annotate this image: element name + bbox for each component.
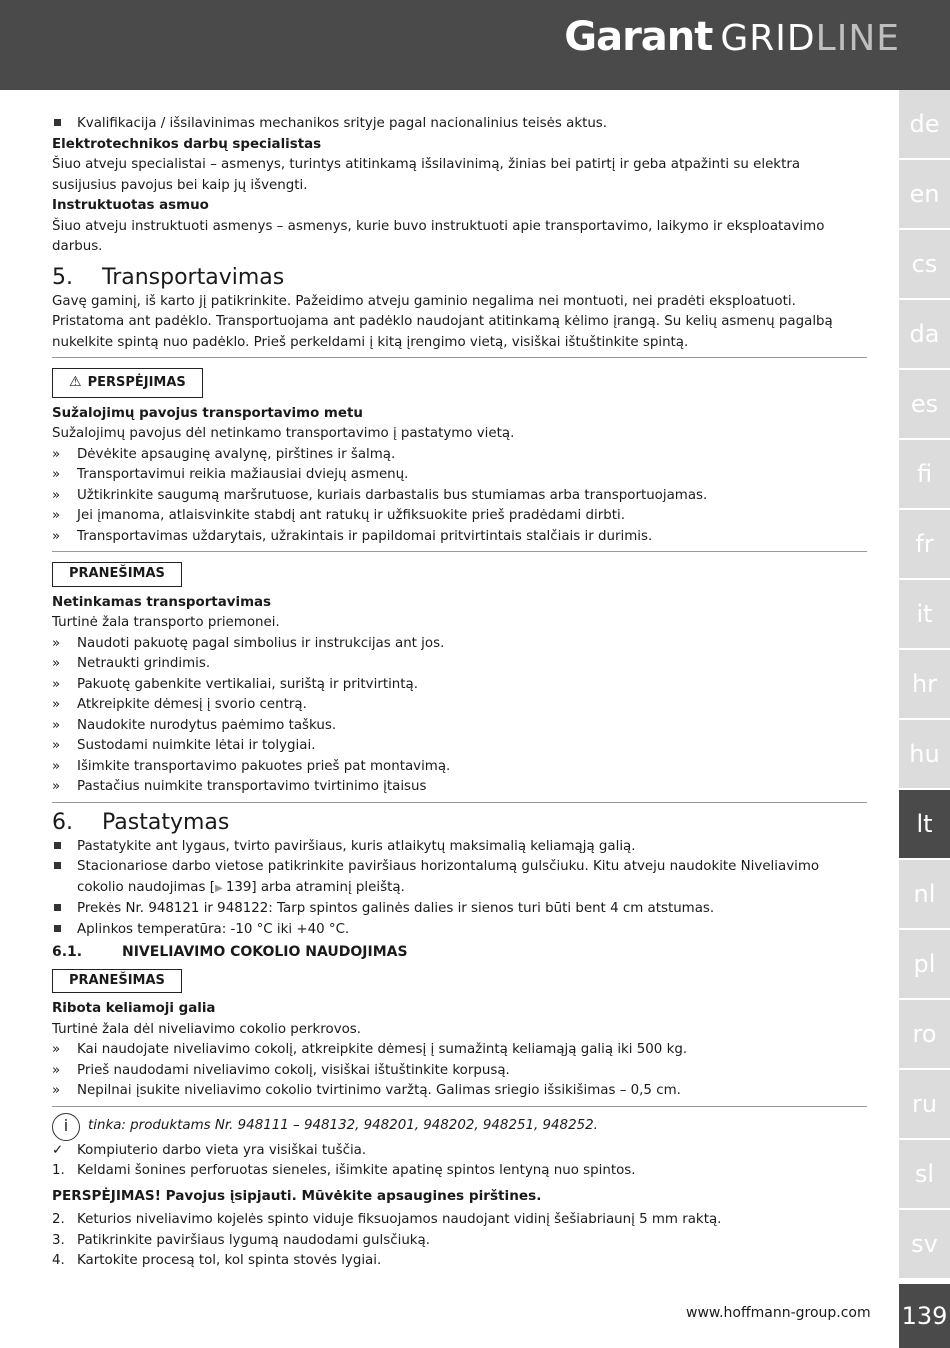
list-item: Prekės Nr. 948121 ir 948122: Tarp spintos galinės dalies ir sienos turi būti bent 4 cm atstumas. [52, 899, 867, 920]
notice-label: PRANEŠIMAS [52, 562, 182, 587]
list-item: » Kai naudojate niveliavimo cokolį, atkreipkite dėmesį į sumažintą keliamąją galią iki 500 kg. [52, 1042, 688, 1057]
page-ref-arrow-icon: ▶ [214, 882, 226, 894]
precondition-item: ✓ Kompiuterio darbo vieta yra visiškai tuščia. [52, 1141, 867, 1162]
list-item: Aplinkos temperatūra: -10 °C iki +40 °C. [52, 920, 867, 941]
tab-fr[interactable]: fr [899, 510, 950, 580]
notice-title: Ribota keliamoji galia [52, 1001, 216, 1016]
tab-ru[interactable]: ru [899, 1070, 950, 1140]
list-item: » Pastačius nuimkite transportavimo tvirtinimo įtaisus [52, 779, 427, 794]
list-item: » Atkreipkite dėmesį į svorio centrą. [52, 697, 307, 712]
tab-es[interactable]: es [899, 370, 950, 440]
step-item: 4. Kartokite procesą tol, kol spinta stovės lygiai. [52, 1253, 382, 1268]
list-item: » Naudokite nurodytus paėmimo taškus. [52, 717, 337, 733]
tab-cs[interactable]: cs [899, 230, 950, 300]
list-item: » Transportavimui reikia mažiausiai dviejų asmenų. [52, 467, 409, 482]
tab-pl[interactable]: pl [899, 930, 950, 1000]
square-bullet-icon [52, 857, 77, 899]
list-item: » Nepilnai įsukite niveliavimo cokolio tvirtinimo varžtą. Galimas sriegio išsikišimas – 0,5 cm. [52, 1083, 681, 1098]
list-item: » Sustodami nuimkite lėtai ir tolygiai. [52, 738, 316, 753]
notice-text: Turtinė žala transporto priemonei. [52, 615, 280, 630]
language-tabs [899, 90, 950, 1280]
warning-label: ⚠ PERSPĖJIMAS [52, 368, 203, 398]
inline-warning: PERSPĖJIMAS! Pavojus įsipjauti. Mūvėkite apsaugines pirštines. [52, 1187, 542, 1204]
list-item: » Naudoti pakuotę pagal simbolius ir instrukcijas ant jos. [52, 635, 445, 651]
square-bullet-icon [52, 920, 77, 941]
definition-title: Instruktuotas asmuo [52, 198, 209, 213]
list-item: » Dėvėkite apsauginę avalynę, pirštines ir šalmą. [52, 446, 396, 462]
tab-fi[interactable]: fi [899, 440, 950, 510]
divider [52, 802, 867, 803]
tab-en[interactable]: en [899, 160, 950, 230]
warning-triangle-icon: ⚠ [69, 374, 82, 390]
step-item: 1. Keldami šonines perforuotas sieneles, išimkite apatinę spintos lentyną nuo spintos. [52, 1163, 636, 1178]
step-item: 3. Patikrinkite paviršiaus lygumą naudodami gulsčiuką. [52, 1232, 431, 1248]
warning-text: Sužalojimų pavojus dėl netinkamo transportavimo į pastatymo vietą. [52, 426, 515, 441]
step-item: 2. Keturios niveliavimo kojelės spinto viduje fiksuojamos naudojant vidinį šešiabriaunį 5 mm raktą. [52, 1212, 722, 1227]
brand-name: Garant [564, 14, 713, 60]
divider [52, 551, 867, 552]
page-reference-link[interactable]: 139 [225, 879, 252, 895]
definition-title: Elektrotechnikos darbų specialistas [52, 136, 322, 152]
section-heading: 6. Pastatymas [52, 809, 230, 835]
info-icon: i [52, 1113, 80, 1141]
tab-ro[interactable]: ro [899, 1000, 950, 1070]
page-number: 139 [899, 1284, 950, 1348]
tab-hr[interactable]: hr [899, 650, 950, 720]
list-item: » Pakuotę gabenkite vertikaliai, surištą ir pritvirtintą. [52, 676, 418, 692]
notice-text: Turtinė žala dėl niveliavimo cokolio perkrovos. [52, 1021, 362, 1037]
tab-hu[interactable]: hu [899, 720, 950, 790]
tab-sv[interactable]: sv [899, 1210, 950, 1280]
tab-nl[interactable]: nl [899, 860, 950, 930]
notice-title: Netinkamas transportavimas [52, 594, 272, 610]
section-text: Gavę gaminį, iš karto jį patikrinkite. Pažeidimo atveju gaminio negalima nei montuoti, nei pradėti eksploatuoti. Pristatoma ant padėklo. Transportuojama ant padėklo naudojant atitinkamą kėlimo įrangą. Su kelių asmenų pagalbą nukelkite spintą nuo padėklo. Prieš perkeldami į kitą įrengimo vietą, visiškai ištuštinkite spintą. [52, 293, 833, 350]
tab-da[interactable]: da [899, 300, 950, 370]
tab-lt[interactable]: lt [899, 790, 950, 860]
list-item: » Jei įmanoma, atlaisvinkite stabdį ant ratukų ir užfiksuokite prieš pradėdami dirbti. [52, 508, 625, 523]
section-heading: 5. Transportavimas [52, 264, 285, 290]
tab-it[interactable]: it [899, 580, 950, 650]
definition-text: Šiuo atveju instruktuoti asmenys – asmenys, kurie buvo instruktuoti apie transportavimo, laikymo ir eksploatavimo darbus. [52, 218, 825, 254]
list-item: Stacionariose darbo vietose patikrinkite paviršiaus horizontalumą gulsčiuku. Kitu atveju naudokite Niveliavimo cokolio naudojimas [▶ 139] arba atraminį pleištą. [52, 857, 867, 899]
square-bullet-icon [52, 114, 77, 135]
square-bullet-icon [52, 837, 77, 858]
list-item: Pastatykite ant lygaus, tvirto paviršiaus, kuris atlaikytų maksimalią keliamąją galią. [52, 837, 867, 858]
notice-label: PRANEŠIMAS [52, 969, 182, 994]
tab-sl[interactable]: sl [899, 1140, 950, 1210]
divider [52, 1106, 867, 1107]
list-item: » Užtikrinkite saugumą maršrutuose, kuriais darbastalis bus stumiamas arba transportuojamas. [52, 487, 708, 503]
product-line-name: GRIDLINE [720, 18, 900, 59]
definition-text: Šiuo atveju specialistai – asmenys, turintys atitinkamą išsilavinimą, žinias bei patirtį ir geba atpažinti su elektra susijusius pavojus bei kaip jų išvengti. [52, 157, 801, 193]
checkmark-icon: ✓ [52, 1142, 64, 1158]
footer-url[interactable]: www.hoffmann-group.com [686, 1305, 871, 1321]
warning-title: Sužalojimų pavojus transportavimo metu [52, 405, 363, 421]
subsection-heading: 6.1. NIVELIAVIMO COKOLIO NAUDOJIMAS [52, 944, 408, 960]
main-content [52, 114, 867, 1272]
list-item: » Prieš naudodami niveliavimo cokolį, visiškai ištuštinkite korpusą. [52, 1062, 510, 1078]
list-item: » Netraukti grindimis. [52, 656, 211, 671]
tab-de[interactable]: de [899, 90, 950, 160]
list-item: » Transportavimas uždarytais, užrakintais ir papildomai pritvirtintais stalčiais ir durimis. [52, 528, 653, 544]
garant-gridline-logo [564, 14, 900, 60]
list-item: Kvalifikacija / išsilavinimas mechanikos srityje pagal nacionalinius teisės aktus. [52, 114, 867, 135]
list-item: » Išimkite transportavimo pakuotes prieš pat montavimą. [52, 758, 451, 774]
info-note: i tinka: produktams Nr. 948111 – 948132, 948201, 948202, 948251, 948252. [52, 1113, 867, 1141]
divider [52, 357, 867, 358]
page-header [0, 0, 950, 90]
square-bullet-icon [52, 899, 77, 920]
